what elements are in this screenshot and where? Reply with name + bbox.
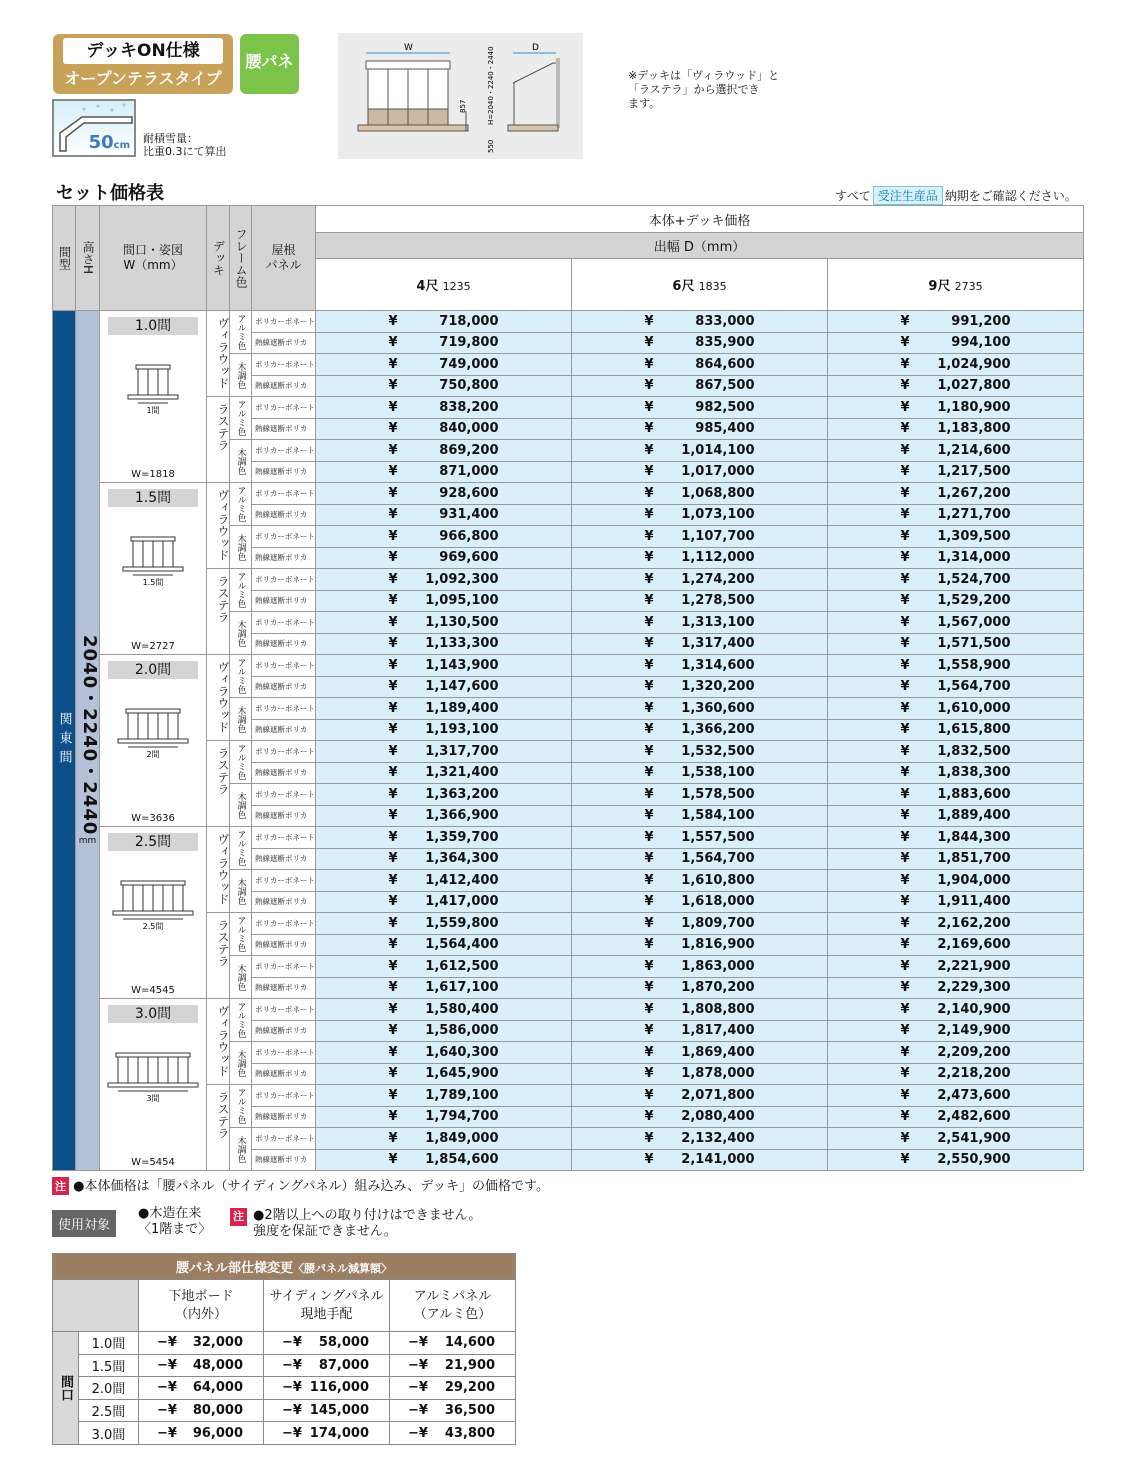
price-cell: ¥ 1,849,000 (316, 1128, 572, 1150)
price-cell: ¥ 2,149,900 (828, 1020, 1084, 1042)
price-cell: ¥ 1,794,700 (316, 1106, 572, 1128)
size-label: 1.5間 (108, 489, 198, 507)
price-cell: ¥ 2,473,600 (828, 1085, 1084, 1107)
price-cell: ¥ 1,017,000 (572, 461, 828, 483)
size-label: 3.0間 (108, 1005, 198, 1023)
roof-panel: 熱線遮断ポリカ (252, 805, 316, 827)
sub-value: −¥ 58,000 (264, 1332, 390, 1355)
price-cell: ¥ 1,567,000 (828, 612, 1084, 634)
price-cell: ¥ 1,557,500 (572, 827, 828, 849)
product-badge (53, 34, 233, 94)
header-height: 高さH (76, 206, 100, 311)
price-cell: ¥ 1,816,900 (572, 934, 828, 956)
price-cell: ¥ 2,482,600 (828, 1106, 1084, 1128)
header-price-group: 本体+デッキ価格 (316, 206, 1084, 233)
price-cell: ¥ 1,838,300 (828, 762, 1084, 784)
price-cell: ¥ 1,412,400 (316, 870, 572, 892)
size-figure (103, 355, 203, 425)
roof-panel: 熱線遮断ポリカ (252, 676, 316, 698)
badge-title: デッキON仕様 (63, 38, 223, 64)
sub-value: −¥ 29,200 (390, 1377, 516, 1400)
table-row (53, 569, 1084, 591)
frame-color: アルミ色 (230, 913, 252, 956)
warning-note: 注 ●2階以上への取り付けはできません。 強度を保証できません。 (230, 1208, 481, 1240)
roof-panel: 熱線遮断ポリカ (252, 504, 316, 526)
price-cell: ¥ 1,610,000 (828, 698, 1084, 720)
sub-value: −¥ 43,800 (390, 1422, 516, 1445)
snow-load-text: 耐積雪量： 比重0.3にて算出 (143, 132, 227, 158)
price-cell: ¥ 2,218,200 (828, 1063, 1084, 1085)
price-cell: ¥ 1,580,400 (316, 999, 572, 1021)
price-cell: ¥ 991,200 (828, 311, 1084, 333)
header-type: 間型 (53, 206, 76, 311)
price-cell: ¥ 2,140,900 (828, 999, 1084, 1021)
roof-panel: ポリカーボネート (252, 1042, 316, 1064)
deck-type: ヴィラウッド (207, 999, 230, 1085)
sub-value: −¥ 48,000 (139, 1354, 264, 1377)
size-width: W=3636 (131, 813, 175, 824)
price-cell: ¥ 985,400 (572, 418, 828, 440)
price-cell: ¥ 2,541,900 (828, 1128, 1084, 1150)
price-cell: ¥ 1,309,500 (828, 526, 1084, 548)
roof-panel: 熱線遮断ポリカ (252, 848, 316, 870)
size-dim: 3間 (146, 1094, 160, 1103)
price-cell: ¥ 994,100 (828, 332, 1084, 354)
roof-panel: 熱線遮断ポリカ (252, 1149, 316, 1171)
deck-type: ヴィラウッド (207, 655, 230, 741)
table-row (53, 1085, 1084, 1107)
price-cell: ¥ 1,363,200 (316, 784, 572, 806)
roof-panel: ポリカーボネート (252, 612, 316, 634)
table-row (53, 913, 1084, 935)
size-label: 1.0間 (108, 317, 198, 335)
price-cell: ¥ 1,317,700 (316, 741, 572, 763)
price-cell: ¥ 2,229,300 (828, 977, 1084, 999)
roof-panel: 熱線遮断ポリカ (252, 461, 316, 483)
frame-color: 木調色 (230, 698, 252, 741)
price-cell: ¥ 1,278,500 (572, 590, 828, 612)
size-label: 2.0間 (108, 661, 198, 679)
price-cell: ¥ 833,000 (572, 311, 828, 333)
header-d1: 4尺 1235 (316, 259, 572, 311)
header-size: 間口・姿図 W（mm） (100, 206, 207, 311)
roof-panel: ポリカーボネート (252, 311, 316, 333)
price-cell: ¥ 2,071,800 (572, 1085, 828, 1107)
sub-table-row (53, 1332, 516, 1355)
diagram-h2: H=2040・2240・2440 (487, 46, 495, 125)
roof-panel: 熱線遮断ポリカ (252, 375, 316, 397)
diagram-h3: 550 (487, 139, 495, 153)
size-width: W=2727 (131, 641, 175, 652)
roof-panel: ポリカーボネート (252, 440, 316, 462)
roof-panel: 熱線遮断ポリカ (252, 762, 316, 784)
price-cell: ¥ 1,586,000 (316, 1020, 572, 1042)
price-cell: ¥ 835,900 (572, 332, 828, 354)
size-width: W=1818 (131, 469, 175, 480)
frame-color: 木調色 (230, 870, 252, 913)
price-cell: ¥ 969,600 (316, 547, 572, 569)
frame-color: 木調色 (230, 440, 252, 483)
roof-panel: ポリカーボネート (252, 354, 316, 376)
price-cell: ¥ 1,851,700 (828, 848, 1084, 870)
price-cell: ¥ 2,080,400 (572, 1106, 828, 1128)
size-cell (100, 999, 207, 1171)
roof-panel: 熱線遮断ポリカ (252, 934, 316, 956)
size-dim: 1.5間 (142, 578, 164, 587)
price-cell: ¥ 1,024,900 (828, 354, 1084, 376)
deck-type: ラステラ (207, 1085, 230, 1171)
sub-value: −¥ 64,000 (139, 1377, 264, 1400)
sub-value: −¥ 116,000 (264, 1377, 390, 1400)
sub-row-label: 2.0間 (79, 1377, 139, 1400)
price-cell: ¥ 1,571,500 (828, 633, 1084, 655)
roof-panel: ポリカーボネート (252, 569, 316, 591)
header-d2: 6尺 1835 (572, 259, 828, 311)
panel-deduction-table (52, 1253, 516, 1445)
header-d3: 9尺 2735 (828, 259, 1084, 311)
price-cell: ¥ 1,417,000 (316, 891, 572, 913)
price-cell: ¥ 1,809,700 (572, 913, 828, 935)
order-tag: 受注生産品 (873, 186, 943, 205)
snow-load-icon: 50cm (52, 99, 136, 157)
price-cell: ¥ 1,878,000 (572, 1063, 828, 1085)
price-cell: ¥ 1,183,800 (828, 418, 1084, 440)
price-cell: ¥ 1,027,800 (828, 375, 1084, 397)
roof-panel: ポリカーボネート (252, 526, 316, 548)
price-cell: ¥ 1,317,400 (572, 633, 828, 655)
price-cell: ¥ 1,271,700 (828, 504, 1084, 526)
roof-panel: ポリカーボネート (252, 1128, 316, 1150)
roof-panel: ポリカーボネート (252, 483, 316, 505)
size-dim: 2.5間 (142, 922, 164, 931)
price-cell: ¥ 1,615,800 (828, 719, 1084, 741)
frame-color: 木調色 (230, 956, 252, 999)
sub-row-group: 間口 (53, 1332, 79, 1445)
price-cell: ¥ 1,180,900 (828, 397, 1084, 419)
price-cell: ¥ 2,169,600 (828, 934, 1084, 956)
price-cell: ¥ 1,808,800 (572, 999, 828, 1021)
deck-type: ヴィラウッド (207, 827, 230, 913)
roof-panel: 熱線遮断ポリカ (252, 1106, 316, 1128)
price-cell: ¥ 2,221,900 (828, 956, 1084, 978)
height-value: 2040・2240・2440 mm (76, 311, 100, 1171)
price-cell: ¥ 1,107,700 (572, 526, 828, 548)
roof-panel: 熱線遮断ポリカ (252, 332, 316, 354)
diagram-h1: 857 (459, 99, 467, 113)
sub-col-2: サイディングパネル 現地手配 (264, 1280, 390, 1332)
price-cell: ¥ 1,366,900 (316, 805, 572, 827)
roof-panel: 熱線遮断ポリカ (252, 891, 316, 913)
table-row (53, 397, 1084, 419)
size-cell (100, 483, 207, 655)
price-cell: ¥ 1,524,700 (828, 569, 1084, 591)
frame-color: 木調色 (230, 1042, 252, 1085)
price-cell: ¥ 1,359,700 (316, 827, 572, 849)
price-cell: ¥ 1,538,100 (572, 762, 828, 784)
panel-badge: 腰パネル (240, 34, 299, 94)
price-cell: ¥ 931,400 (316, 504, 572, 526)
sub-table-row (53, 1399, 516, 1422)
table-row (53, 741, 1084, 763)
price-cell: ¥ 1,314,000 (828, 547, 1084, 569)
size-width: W=4545 (131, 985, 175, 996)
sub-table-row (53, 1377, 516, 1400)
type-label: 関東間 (53, 311, 76, 1171)
header-frame: フレーム色 (230, 206, 252, 311)
diagram-d-label: D (532, 43, 539, 53)
sub-value: −¥ 96,000 (139, 1422, 264, 1445)
price-cell: ¥ 1,564,700 (828, 676, 1084, 698)
price-cell: ¥ 1,854,600 (316, 1149, 572, 1171)
price-cell: ¥ 1,789,100 (316, 1085, 572, 1107)
sub-row-label: 2.5間 (79, 1399, 139, 1422)
roof-panel: 熱線遮断ポリカ (252, 1063, 316, 1085)
frame-color: アルミ色 (230, 483, 252, 526)
price-cell: ¥ 1,133,300 (316, 633, 572, 655)
sub-value: −¥ 14,600 (390, 1332, 516, 1355)
price-cell: ¥ 871,000 (316, 461, 572, 483)
price-cell: ¥ 867,500 (572, 375, 828, 397)
frame-color: アルミ色 (230, 397, 252, 440)
roof-panel: ポリカーボネート (252, 698, 316, 720)
sub-value: −¥ 32,000 (139, 1332, 264, 1355)
price-cell: ¥ 1,889,400 (828, 805, 1084, 827)
size-figure (103, 871, 203, 941)
sub-col-1: 下地ボード （内外） (139, 1280, 264, 1332)
price-cell: ¥ 1,640,300 (316, 1042, 572, 1064)
size-figure (103, 527, 203, 597)
frame-color: アルミ色 (230, 741, 252, 784)
size-width: W=5454 (131, 1157, 175, 1168)
price-cell: ¥ 1,360,600 (572, 698, 828, 720)
price-cell: ¥ 718,000 (316, 311, 572, 333)
price-cell: ¥ 1,130,500 (316, 612, 572, 634)
size-cell (100, 827, 207, 999)
sub-table-row (53, 1422, 516, 1445)
frame-color: 木調色 (230, 526, 252, 569)
order-note: すべて 受注生産品 納期をご確認ください。 (835, 186, 1077, 205)
price-cell: ¥ 749,000 (316, 354, 572, 376)
roof-panel: 熱線遮断ポリカ (252, 977, 316, 999)
price-cell: ¥ 1,578,500 (572, 784, 828, 806)
price-cell: ¥ 1,564,700 (572, 848, 828, 870)
sub-row-label: 3.0間 (79, 1422, 139, 1445)
table-row (53, 655, 1084, 677)
section-title: セット価格表 (56, 183, 164, 204)
price-cell: ¥ 1,904,000 (828, 870, 1084, 892)
price-cell: ¥ 2,209,200 (828, 1042, 1084, 1064)
price-cell: ¥ 1,143,900 (316, 655, 572, 677)
price-cell: ¥ 1,618,000 (572, 891, 828, 913)
price-cell: ¥ 2,162,200 (828, 913, 1084, 935)
roof-panel: 熱線遮断ポリカ (252, 418, 316, 440)
price-cell: ¥ 1,314,600 (572, 655, 828, 677)
header-depth: 出幅 D（mm） (316, 233, 1084, 259)
roof-panel: ポリカーボネート (252, 870, 316, 892)
price-cell: ¥ 1,267,200 (828, 483, 1084, 505)
price-cell: ¥ 1,559,800 (316, 913, 572, 935)
price-cell: ¥ 1,214,600 (828, 440, 1084, 462)
price-cell: ¥ 1,612,500 (316, 956, 572, 978)
roof-panel: ポリカーボネート (252, 913, 316, 935)
price-cell: ¥ 1,092,300 (316, 569, 572, 591)
price-cell: ¥ 1,320,200 (572, 676, 828, 698)
roof-panel: 熱線遮断ポリカ (252, 719, 316, 741)
deck-type: ヴィラウッド (207, 483, 230, 569)
frame-color: アルミ色 (230, 827, 252, 870)
price-cell: ¥ 1,189,400 (316, 698, 572, 720)
price-cell: ¥ 2,141,000 (572, 1149, 828, 1171)
frame-color: アルミ色 (230, 569, 252, 612)
main-note: 注 ●本体価格は「腰パネル（サイディングパネル）組み込み、デッキ」の価格です。 (52, 1175, 549, 1195)
price-cell: ¥ 840,000 (316, 418, 572, 440)
price-cell: ¥ 864,600 (572, 354, 828, 376)
roof-panel: ポリカーボネート (252, 655, 316, 677)
roof-panel: ポリカーボネート (252, 999, 316, 1021)
deck-type: ヴィラウッド (207, 311, 230, 397)
roof-panel: 熱線遮断ポリカ (252, 590, 316, 612)
price-cell: ¥ 1,617,100 (316, 977, 572, 999)
sub-value: −¥ 21,900 (390, 1354, 516, 1377)
frame-color: アルミ色 (230, 1085, 252, 1128)
use-target-tag: 使用対象 (52, 1210, 116, 1237)
price-cell: ¥ 719,800 (316, 332, 572, 354)
table-row (53, 483, 1084, 505)
table-row (53, 999, 1084, 1021)
frame-color: 木調色 (230, 1128, 252, 1171)
frame-color: アルミ色 (230, 999, 252, 1042)
price-cell: ¥ 1,313,100 (572, 612, 828, 634)
deck-type: ラステラ (207, 741, 230, 827)
price-cell: ¥ 1,844,300 (828, 827, 1084, 849)
price-table (52, 205, 1084, 1171)
sub-col-3: アルミパネル （アルミ色） (390, 1280, 516, 1332)
deck-type: ラステラ (207, 913, 230, 999)
size-cell (100, 655, 207, 827)
price-cell: ¥ 1,532,500 (572, 741, 828, 763)
price-cell: ¥ 1,014,100 (572, 440, 828, 462)
roof-panel: ポリカーボネート (252, 827, 316, 849)
size-figure (103, 1043, 203, 1113)
frame-color: 木調色 (230, 354, 252, 397)
size-dim: 1間 (146, 406, 160, 415)
price-cell: ¥ 928,600 (316, 483, 572, 505)
size-label: 2.5間 (108, 833, 198, 851)
price-cell: ¥ 2,550,900 (828, 1149, 1084, 1171)
size-cell (100, 311, 207, 483)
sub-value: −¥ 36,500 (390, 1399, 516, 1422)
badge-subtitle: オープンテラスタイプ (64, 69, 222, 88)
size-dim: 2間 (146, 750, 160, 759)
price-cell: ¥ 1,112,000 (572, 547, 828, 569)
price-cell: ¥ 1,863,000 (572, 956, 828, 978)
price-cell: ¥ 1,610,800 (572, 870, 828, 892)
price-cell: ¥ 1,364,300 (316, 848, 572, 870)
price-cell: ¥ 1,274,200 (572, 569, 828, 591)
sub-table-row (53, 1354, 516, 1377)
sub-row-label: 1.5間 (79, 1354, 139, 1377)
price-cell: ¥ 1,529,200 (828, 590, 1084, 612)
frame-color: アルミ色 (230, 311, 252, 354)
price-cell: ¥ 982,500 (572, 397, 828, 419)
diagram-w-label: W (404, 43, 413, 53)
price-cell: ¥ 966,800 (316, 526, 572, 548)
table-row (53, 311, 1084, 333)
roof-panel: ポリカーボネート (252, 741, 316, 763)
deck-type: ラステラ (207, 569, 230, 655)
price-cell: ¥ 1,558,900 (828, 655, 1084, 677)
sub-value: −¥ 174,000 (264, 1422, 390, 1445)
price-cell: ¥ 750,800 (316, 375, 572, 397)
price-cell: ¥ 1,095,100 (316, 590, 572, 612)
frame-color: 木調色 (230, 612, 252, 655)
price-cell: ¥ 1,564,400 (316, 934, 572, 956)
frame-color: アルミ色 (230, 655, 252, 698)
sub-table-title: 腰パネル部仕様変更〈腰パネル減算額〉 (53, 1254, 516, 1280)
roof-panel: ポリカーボネート (252, 956, 316, 978)
price-cell: ¥ 1,147,600 (316, 676, 572, 698)
sub-row-label: 1.0間 (79, 1332, 139, 1355)
price-cell: ¥ 838,200 (316, 397, 572, 419)
sub-value: −¥ 80,000 (139, 1399, 264, 1422)
frame-color: 木調色 (230, 784, 252, 827)
sub-value: −¥ 145,000 (264, 1399, 390, 1422)
price-cell: ¥ 1,366,200 (572, 719, 828, 741)
price-cell: ¥ 1,869,400 (572, 1042, 828, 1064)
dimension-diagram (338, 33, 583, 159)
table-row (53, 827, 1084, 849)
price-cell: ¥ 1,217,500 (828, 461, 1084, 483)
deck-type: ラステラ (207, 397, 230, 483)
price-cell: ¥ 1,883,600 (828, 784, 1084, 806)
header-deck: デッキ (207, 206, 230, 311)
roof-panel: ポリカーボネート (252, 1085, 316, 1107)
sub-value: −¥ 87,000 (264, 1354, 390, 1377)
price-cell: ¥ 1,870,200 (572, 977, 828, 999)
deck-note: ※デッキは「ヴィラウッド」と 「ラステラ」から選択でき ます。 (628, 69, 780, 110)
price-cell: ¥ 869,200 (316, 440, 572, 462)
price-cell: ¥ 1,068,800 (572, 483, 828, 505)
header-roof: 屋根 パネル (252, 206, 316, 311)
price-cell: ¥ 1,645,900 (316, 1063, 572, 1085)
price-cell: ¥ 1,193,100 (316, 719, 572, 741)
price-cell: ¥ 1,073,100 (572, 504, 828, 526)
price-cell: ¥ 1,817,400 (572, 1020, 828, 1042)
price-cell: ¥ 2,132,400 (572, 1128, 828, 1150)
price-cell: ¥ 1,321,400 (316, 762, 572, 784)
use-target-text: ●木造在来 〈1階まで〉 (138, 1206, 212, 1237)
price-cell: ¥ 1,911,400 (828, 891, 1084, 913)
roof-panel: 熱線遮断ポリカ (252, 1020, 316, 1042)
size-figure (103, 699, 203, 769)
roof-panel: ポリカーボネート (252, 784, 316, 806)
price-cell: ¥ 1,584,100 (572, 805, 828, 827)
price-cell: ¥ 1,832,500 (828, 741, 1084, 763)
roof-panel: 熱線遮断ポリカ (252, 633, 316, 655)
roof-panel: ポリカーボネート (252, 397, 316, 419)
roof-panel: 熱線遮断ポリカ (252, 547, 316, 569)
